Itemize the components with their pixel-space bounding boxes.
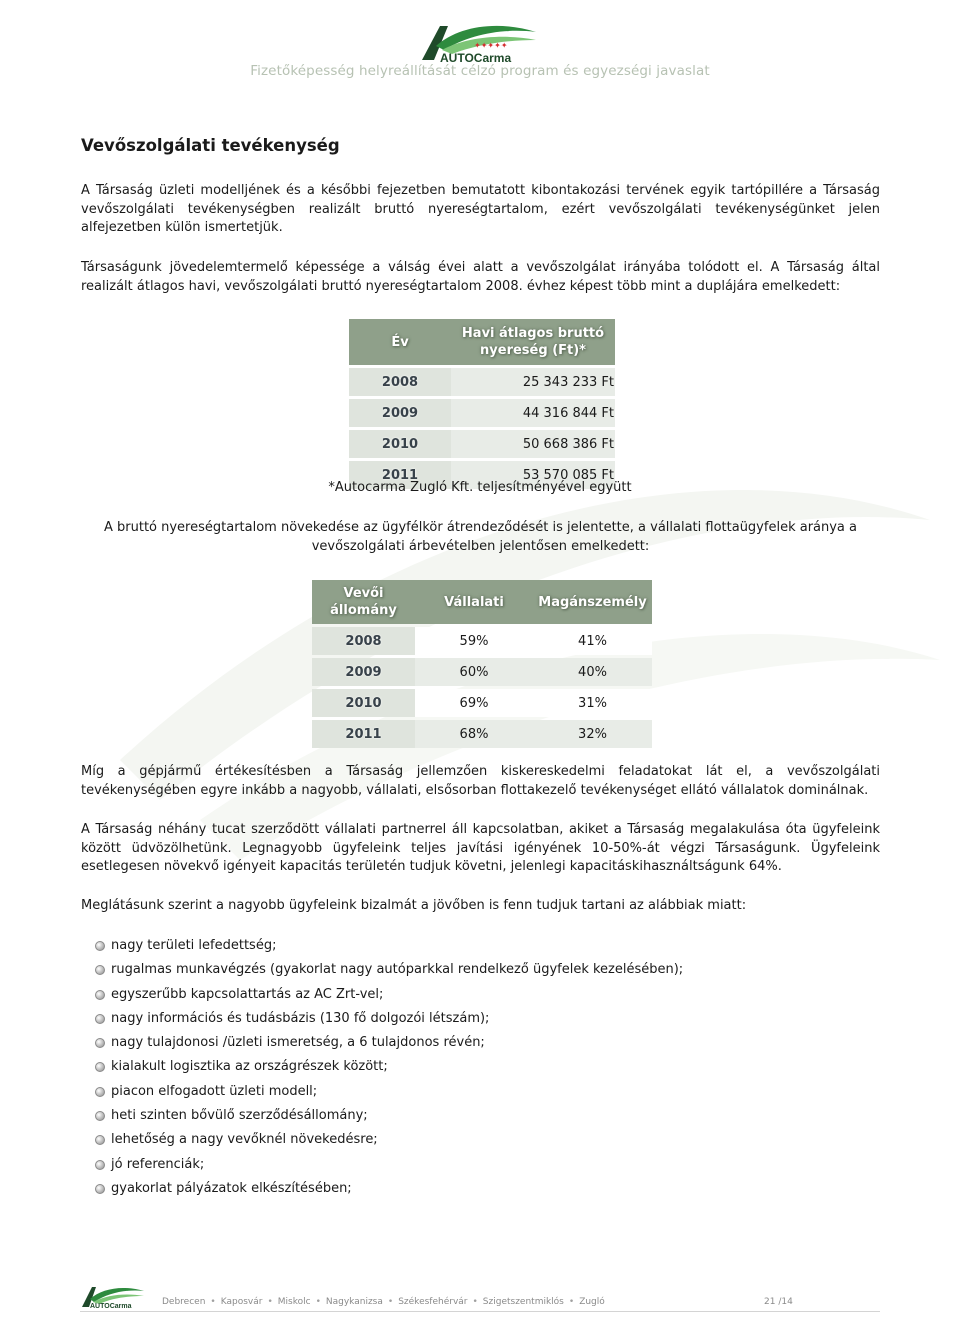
table-footnote: *Autocarma Zugló Kft. teljesítményével együtt <box>328 480 632 495</box>
table-row <box>312 689 652 717</box>
corporate-cell: 69% <box>415 689 533 717</box>
footer-divider <box>80 1311 880 1312</box>
autocarma-logo <box>418 22 542 64</box>
table-row <box>312 658 652 686</box>
year-cell: 2009 <box>349 399 451 427</box>
bullet-icon <box>95 1160 105 1170</box>
paragraph-income-shift: Társaságunk jövedelemtermelő képessége a válság évei alatt a vevőszolgálat irányába tolódott el. A Társaság által realizált átlagos havi, vevőszolgálati bruttó nyereségtartalom 2008. évhez képest több mint a duplájára emelkedett: <box>81 260 880 294</box>
list-item: lehetőség a nagy vevőknél növekedésre; <box>95 1131 683 1155</box>
year-cell: 2011 <box>312 720 415 748</box>
profit-cell: 53 570 085 Ft <box>451 461 615 489</box>
year-cell: 2010 <box>312 689 415 717</box>
bullet-icon <box>95 1111 105 1121</box>
year-cell: 2008 <box>312 627 415 655</box>
list-item: piacon elfogadott üzleti modell; <box>95 1083 683 1107</box>
profit-cell: 50 668 386 Ft <box>451 430 615 458</box>
table-header-year: Év <box>349 319 451 365</box>
page-number: 21 /14 <box>764 1297 793 1307</box>
profit-table <box>349 316 615 492</box>
profit-cell: 44 316 844 Ft <box>451 399 615 427</box>
paragraph-customer-shift: A bruttó nyereségtartalom növekedése az ügyfélkör átrendeződését is jelentette, a vállalati flottaügyfelek aránya a vevőszolgálati árbevételben jelentősen emelkedett: <box>103 520 858 554</box>
table-row <box>349 430 615 458</box>
profit-cell: 25 343 233 Ft <box>451 368 615 396</box>
table-header-customers: Vevői állomány <box>312 580 415 624</box>
svg-text:✦✦✦✦✦: ✦✦✦✦✦ <box>474 41 508 50</box>
year-cell: 2008 <box>349 368 451 396</box>
footer-city: Szigetszentmiklós <box>482 1297 564 1307</box>
bullet-icon <box>95 1038 105 1048</box>
autocarma-footer-logo <box>80 1285 146 1309</box>
table-row <box>312 720 652 748</box>
section-title: Vevőszolgálati tevékenység <box>81 136 340 155</box>
bullet-icon <box>95 1014 105 1024</box>
footer-city: Kaposvár <box>220 1297 263 1307</box>
table-header-profit: Havi átlagos bruttó nyereség (Ft)* <box>451 319 615 365</box>
svg-text:AUTOCarma: AUTOCarma <box>90 1303 132 1309</box>
bullet-icon <box>95 965 105 975</box>
private-cell: 31% <box>533 689 652 717</box>
paragraph-reasons-intro: Meglátásunk szerint a nagyobb ügyfeleink bizalmát a jövőben is fenn tudjuk tartani az alábbiak miatt: <box>81 898 747 913</box>
paragraph-partners: A Társaság néhány tucat szerződött vállalati partnerrel áll kapcsolatban, akiket a Társaság megalakulása óta ügyfeleink között üdvözölhetünk. Legnagyobb ügyfeleink teljes javítási igényének 10-50%-át végzi Társaságunk. Ügyfeleink esetlegesen növekvő igényeit kapacitás területén tudjuk követni, jelenlegi kapacitáskihasználtságunk 64%. <box>81 822 880 874</box>
list-item: nagy területi lefedettség; <box>95 937 683 961</box>
private-cell: 41% <box>533 627 652 655</box>
bullet-icon <box>95 1087 105 1097</box>
paragraph-intro: A Társaság üzleti modelljének és a későbbi fejezetben bemutatott kibontakozási tervének egyik tartópillére a Társaság vevőszolgálati tevékenységben realizált bruttó nyereségtartalom, ezért vevőszolgálati tevékenységünket jelen alfejezetben külön ismertetjük. <box>81 183 880 235</box>
list-item: rugalmas munkavégzés (gyakorlat nagy autóparkkal rendelkező ügyfelek kezelésében); <box>95 961 683 985</box>
footer-city: Nagykanizsa <box>325 1297 383 1307</box>
paragraph-fleet: Míg a gépjármű értékesítésben a Társaság jellemzően kiskereskedelmi feladatokat lát el, a vevőszolgálati tevékenységében egyre inkább a nagyobb, vállalati, elsősorban flottakezelő tevékenységet ellátó vállalatok dominálnak. <box>81 764 880 798</box>
document-subtitle: Fizetőképesség helyreállítását célzó program és egyezségi javaslat <box>250 63 710 79</box>
footer-city: Debrecen <box>162 1297 206 1307</box>
bullet-icon <box>95 1135 105 1145</box>
bullet-icon <box>95 1184 105 1194</box>
list-item: heti szinten bővülő szerződésállomány; <box>95 1107 683 1131</box>
customer-share-table <box>312 577 652 751</box>
list-item: kialakult logisztika az országrészek között; <box>95 1058 683 1082</box>
stars-icon <box>474 41 508 50</box>
bullet-icon <box>95 941 105 951</box>
table-row <box>349 399 615 427</box>
private-cell: 40% <box>533 658 652 686</box>
footer-city: Zugló <box>579 1297 605 1307</box>
footer-city: Székesfehérvár <box>398 1297 468 1307</box>
year-cell: 2011 <box>349 461 451 489</box>
list-item: nagy tulajdonosi /üzleti ismeretség, a 6 tulajdonos révén; <box>95 1034 683 1058</box>
table-row <box>349 368 615 396</box>
list-item: egyszerűbb kapcsolattartás az AC Zrt-vel; <box>95 986 683 1010</box>
corporate-cell: 68% <box>415 720 533 748</box>
footer-city: Miskolc <box>277 1297 311 1307</box>
bullet-icon <box>95 1062 105 1072</box>
list-item: jó referenciák; <box>95 1156 683 1180</box>
corporate-cell: 60% <box>415 658 533 686</box>
year-cell: 2009 <box>312 658 415 686</box>
list-item: nagy információs és tudásbázis (130 fő dolgozói létszám); <box>95 1010 683 1034</box>
table-header-private: Magánszemély <box>533 580 652 624</box>
bullet-icon <box>95 990 105 1000</box>
reasons-list <box>95 937 683 1204</box>
private-cell: 32% <box>533 720 652 748</box>
corporate-cell: 59% <box>415 627 533 655</box>
svg-text:AUTOCarma: AUTOCarma <box>440 51 512 64</box>
footer-cities: Debrecen • Kaposvár • Miskolc • Nagykanizsa • Székesfehérvár • Szigetszentmiklós • Zugló <box>162 1297 605 1307</box>
list-item: gyakorlat pályázatok elkészítésében; <box>95 1180 683 1204</box>
year-cell: 2010 <box>349 430 451 458</box>
table-header-corporate: Vállalati <box>415 580 533 624</box>
table-row <box>312 627 652 655</box>
